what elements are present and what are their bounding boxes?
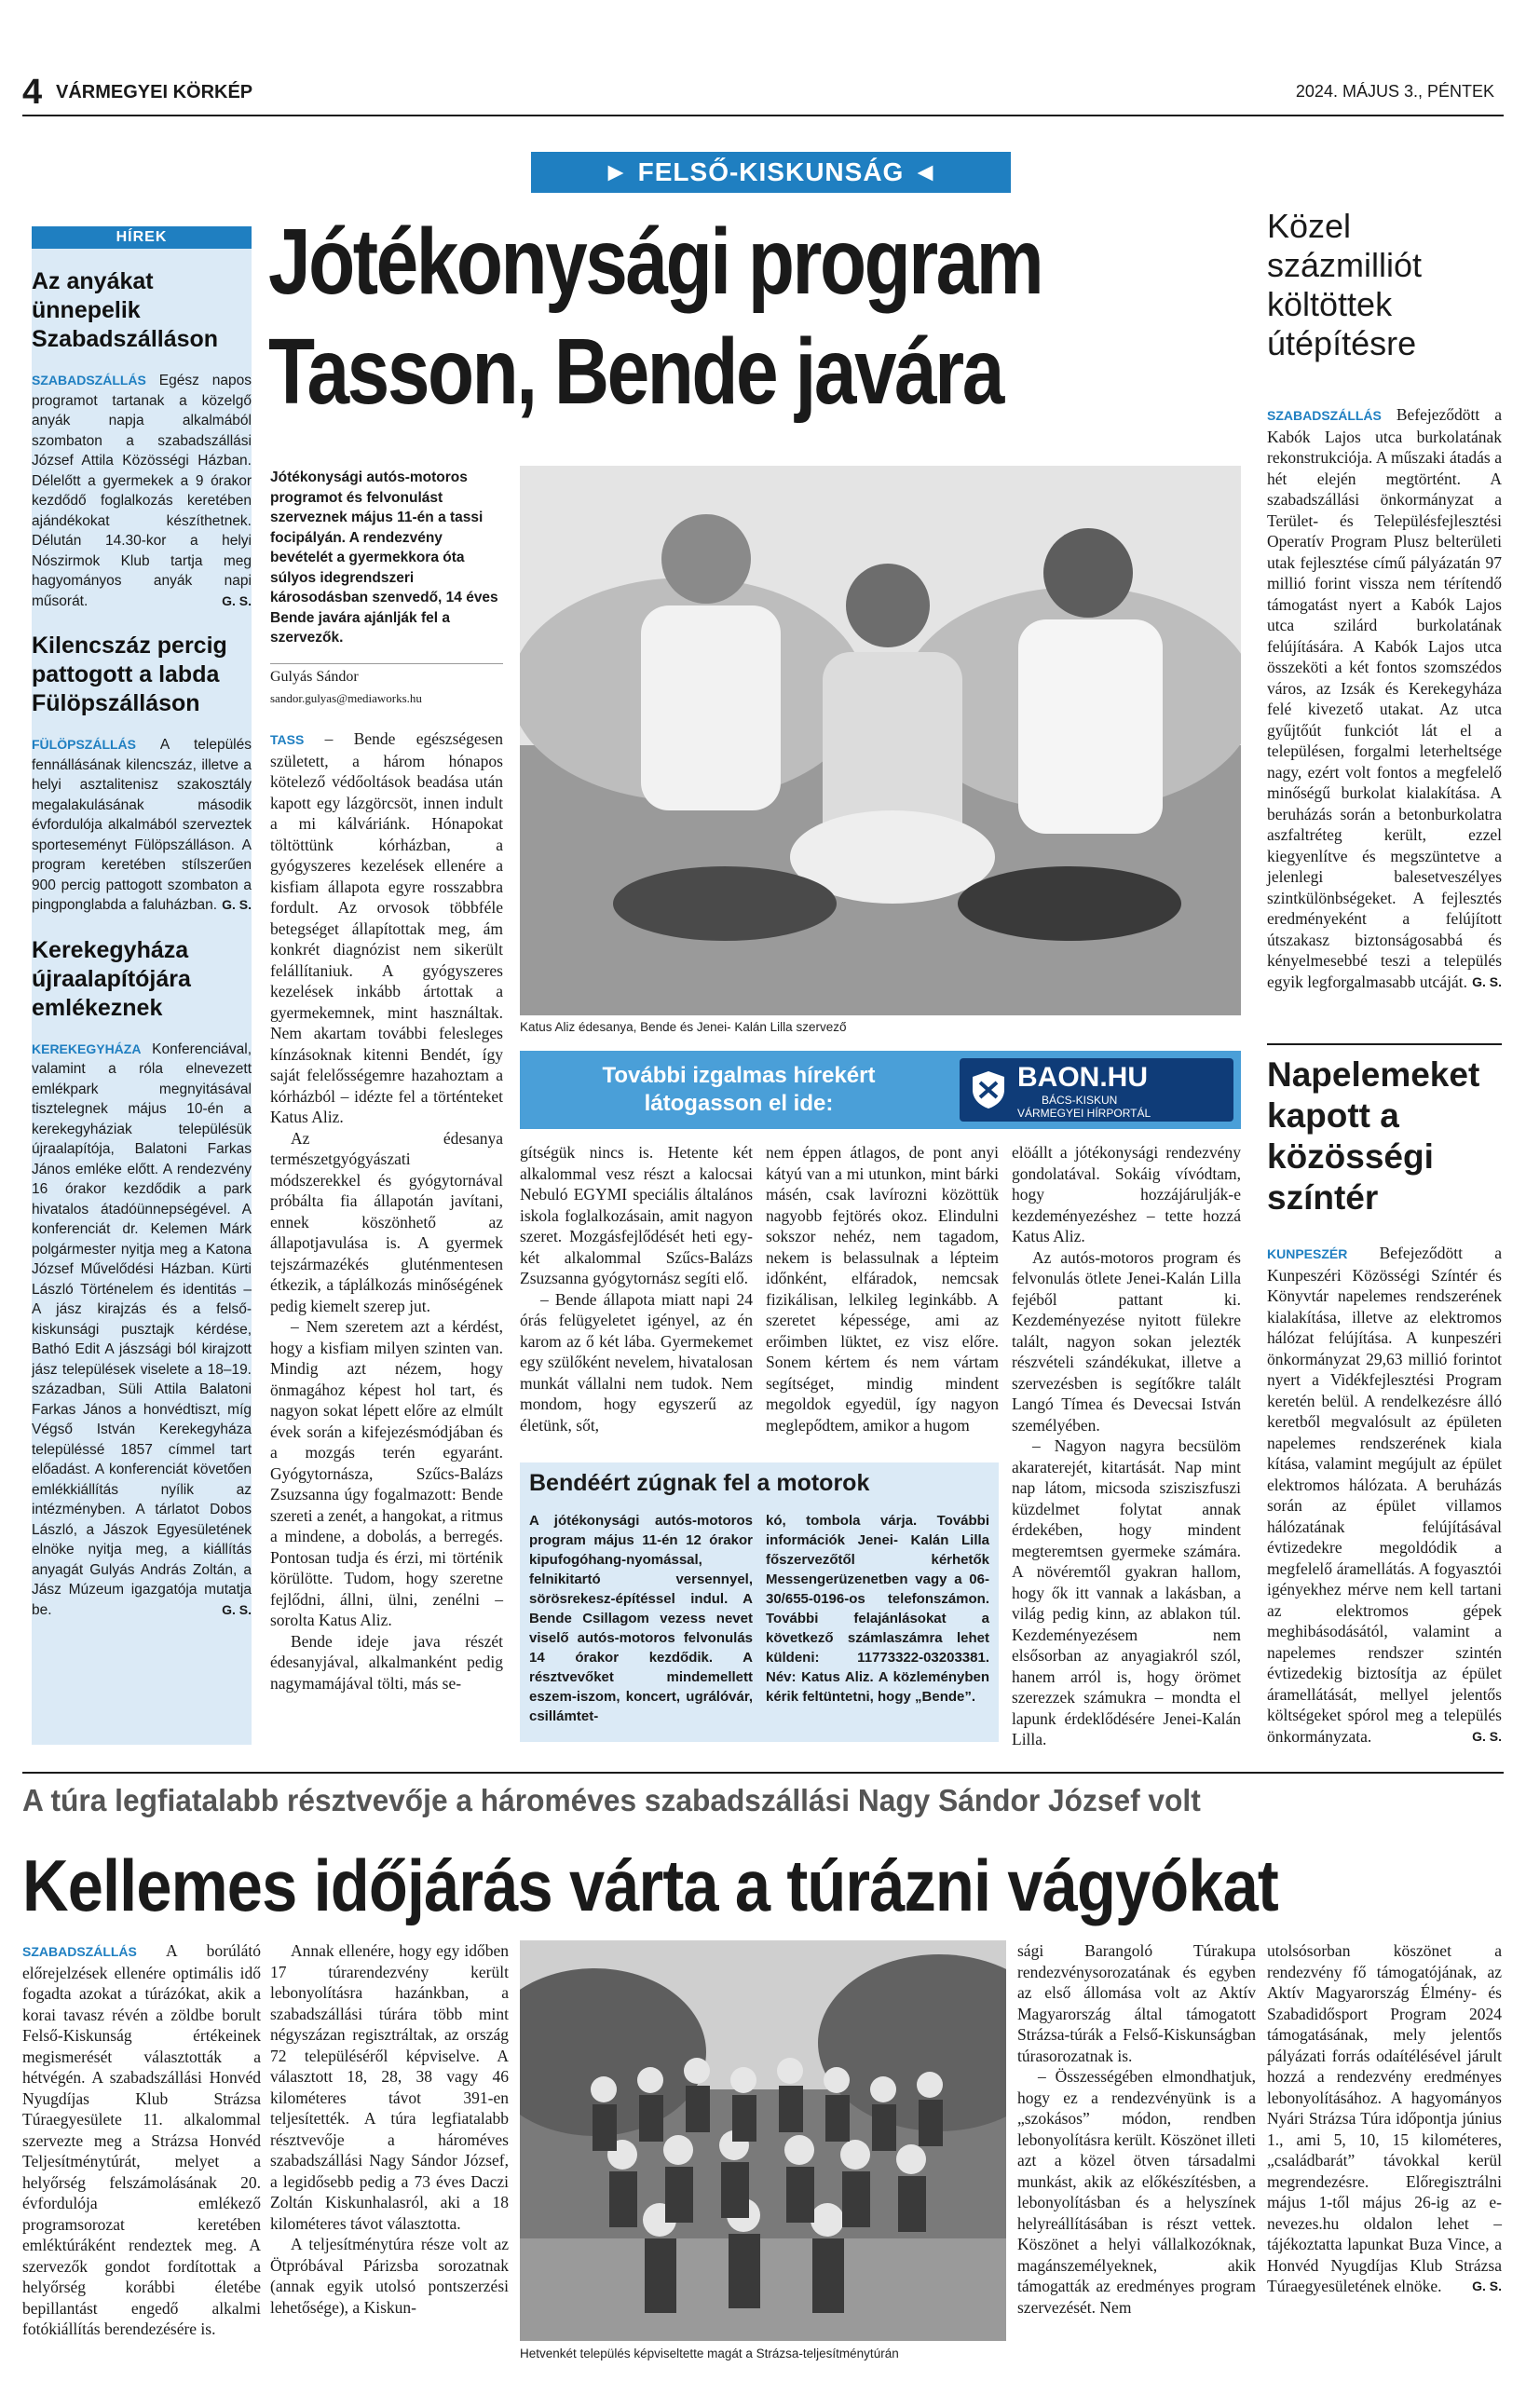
family-photo-illustration bbox=[520, 466, 1241, 1015]
right-column bbox=[1267, 207, 1502, 1762]
header-rule bbox=[22, 115, 1504, 116]
right-story2-headline: Napelemeket kapott a közösségi színtér bbox=[1267, 1055, 1480, 1217]
bottom-column-2 bbox=[270, 1940, 509, 2378]
right-story1-signature: G. S. bbox=[1472, 973, 1502, 989]
hiking-group-illustration bbox=[520, 1940, 1006, 2341]
briefs-label: HÍREK bbox=[32, 226, 252, 249]
right-story2-kicker: KUNPESZÉR bbox=[1267, 1246, 1348, 1261]
brief-1 bbox=[32, 249, 252, 611]
promo-brand-box[interactable] bbox=[960, 1058, 1233, 1122]
main-paragraph: nem éppen átlagos, de pont anyi kátyú van a mi utunkon, mint bárki másén, csak lavírozni közöttük nagyobb fejtörés okoz. Elindulni sokszor nehéz, nem tagadom, nekem is belassulnak a lépteim időnként, elfáradok, nemcsak fizikálisan, lelkileg leginkább. A szeretet képessége, ami az erőimben lüktet, ez visz előre. Sonem kértem és nem vártam segítséget, mindig mindent megoldok egyedül, így nagyon meglepődtem, amikor a hugom bbox=[766, 1143, 999, 1435]
bottom-headline: Kellemes időjárás várta a túrázni vágyókat bbox=[22, 1844, 1278, 1926]
brief-text: A település fennállásának kilencszáz, illetve a helyi asztalitenisz szakosztály megalakulásának második évfordulója alkalmából szerveztek sporteseményt Fülöpszálláson. A program keretében stílszerűen 900 percig pattogott szombaton a pingponglabda a faluházban. bbox=[32, 737, 252, 913]
brief-signature: G. S. bbox=[222, 1601, 252, 1617]
lead-rule bbox=[270, 663, 503, 664]
right-story2-signature: G. S. bbox=[1472, 1728, 1502, 1744]
right-story1-kicker: SZABADSZÁLLÁS bbox=[1267, 408, 1382, 423]
right-story2-body bbox=[1267, 1243, 1502, 1764]
promo-brand-sub2: VÁRMEGYEI HÍRPORTÁL bbox=[1017, 1107, 1151, 1120]
bottom-column-5 bbox=[1267, 1940, 1502, 2378]
promo-text bbox=[538, 1062, 939, 1118]
sidebox-column-2: kó, tombola várja. További információk Jenei- Kalán Lilla főszervezőtől kérhetők Messengerüzenetben vagy a 06-30/655-0196-os telefonszámon. További felajánlásokat a következő számlaszámra lehet küldeni: 11773322-03203381. Név: Katus Aliz. A közleményben kérik feltüntetni, hogy „Bende”. bbox=[766, 1513, 989, 1705]
bottom-subheadline: A túra legfiatalabb résztvevője a hároméves szabadszállási Nagy Sándor József volt bbox=[22, 1783, 1201, 1817]
brief-2 bbox=[32, 611, 252, 916]
main-column-2 bbox=[520, 1142, 753, 1449]
main-paragraph: gítségük nincs is. Hetente két alkalommal vesz részt a kalocsai Nebuló EGYMI speciális általános iskola foglalkozásain, amit nagyon szeret. Mozgásfejlődését heti egy-két alkalommal Szűcs-Balázs Zsuzsanna gyógytornász segíti elő. bbox=[520, 1143, 753, 1287]
shield-icon bbox=[971, 1069, 1006, 1110]
region-banner bbox=[531, 152, 1011, 193]
main-paragraph: – Bende állapota miatt napi 24 órás felügyeletet igényel, az én karom az ő két lába. Gyermekemet egy szülőként nevelem, hivatalosan munkát vállalni nem tudok. Nem mondom, hogy egyszerű az életünk, sőt, bbox=[520, 1289, 753, 1435]
bottom-paragraph: A borúlátó előrejelzések ellenére optimális idő fogadta azokat a túrázókat, akik a korai tavasz révén a zöldbe borult Felső-Kiskunság értékeinek megismerését választották a hétvégén. A szabadszállási Honvéd Nyugdíjas Klub Strázsa Túraegyesülete 11. alkalommal szervezte meg a Strázsa Honvéd Teljesítménytúrát, melyet a helyőrség felszámolásának 20. évfordulója emlékező programsorozat keretében emléktúráként rendeztek meg. A szervezők gondot fordítottak a helyőrség korábbi életébe bepillantást engedő alkalmi fotókiállítás berendezésére is. bbox=[22, 1941, 261, 2338]
sidebox-title: Bendéért zúgnak fel a motorok bbox=[529, 1470, 870, 1496]
promo-text-line1: További izgalmas hírekért bbox=[602, 1063, 876, 1088]
right-story2-text: Befejeződött a Kunpeszéri Közösségi Színtér és Könyvtár napelemes rendszerének kialakítása, illetve az elektromos hálózat felújítása. A kunpeszéri önkormányzat 29,63 millió forintot nyert a Vidékfejlesztési Program keretén belül. A rendelkezésre álló keretből megvalósult az épületen napelemes rendszerének kiala kítása, valamint megújult az épület elektromos hálózata. A beruházás során az épület villamos hálózatának felújításával évtizedekre megoldódik a megfelelő áramellátás. A fogyasztói igényekhez mérve nem kell tartani az elektromos gépek meghibásodásától, valamint a napelemes rendszer szintén évtizedekig biztosítja az épület áramellátását, mellyel jelentős költségeket spórol meg a település önkormányzata. bbox=[1267, 1244, 1502, 1746]
hiking-photo bbox=[520, 1940, 1006, 2341]
bottom-paragraph: utolsósorban köszönet a rendezvény fő támogatójának, az Aktív Magyarország Élmény- és Szabadidősport Program 2024 támogatásának, mely jelentős pályázati forrás odaítélésével járult hozzá a rendezvény eredményes lebonyolításához. A hagyományos Nyári Strázsa Túra időpontja június 1., ami 5, 10, 15 kilométeres, „családbarát” távokkal kerül megrendezésre. Előregisztrálni május 1-től május 26-ig az e-nevezes.hu oldalon lehet – tájékoztatta lapunkat Buza Vince, a Honvéd Nyugdíjas Klub Strázsa Túraegyesületének elnöke. bbox=[1267, 1941, 1502, 2295]
main-lead: Jótékonysági autós-motoros programot és felvonulást szerveznek május 11-én a tassi focipályán. A rendezvény bevételét a gyermekkora óta súlyos idegrendszeri károsodásban szenvedő, 14 éves Bende javára ajánlják fel a szervezők. bbox=[270, 469, 498, 646]
bottom-paragraph: sági Barangoló Túrakupa rendezvénysorozatának és egyben az első állomása volt az Aktív Magyarország által támogatott Strázsa-túrák a Felső-Kiskunságban túrasorozatnak is. bbox=[1017, 1941, 1256, 2065]
main-paragraph: Bende ideje java részét édesanyjával, alkalmanként pedig nagymamájával tölti, más se- bbox=[270, 1631, 503, 1693]
main-column-4 bbox=[1012, 1142, 1241, 1766]
sidebox-column-1: A jótékonysági autós-motoros program május 11-én 12 órakor kipufogóhang-nyomással, felnikitartó versennyel, sörösrekesz-építéssel indul. A Bende Csillagom vezess nevet viselő autós-motoros felvonulás 14 órakor kezdődik. A résztvevőket mindemellett eszem-iszom, koncert, ugrálóvár, csillámtet- bbox=[529, 1513, 753, 1724]
brief-body bbox=[32, 371, 252, 611]
sidebox bbox=[520, 1462, 999, 1742]
brief-signature: G. S. bbox=[222, 592, 252, 608]
brief-kicker: FÜLÖPSZÁLLÁS bbox=[32, 737, 136, 752]
main-paragraph: Az autós-motoros program és felvonulás ötlete Jenei-Kalán Lilla fejéből pattant ki. Kezdeményezése nyitott fülekre talált, nagyon sokan jelezték részvételi szándékukat, illetve a szervezésben is segítőkre talált Langó Tímea és Devecsai István személyében. bbox=[1012, 1247, 1241, 1435]
page-header bbox=[22, 75, 1504, 112]
brief-body bbox=[32, 1040, 252, 1621]
brief-kicker: SZABADSZÁLLÁS bbox=[32, 373, 146, 388]
bottom-paragraph: – Összességében elmondhatjuk, hogy ez a rendezvényünk is a „szokásos” módon, rendben lebonyolításra került. Köszönet illeti azt a közel ötven társadalmi munkást, akik az előkészítésben, a lebonyolításban és a helyszínek helyreállításában is részt vettek. Köszönet a helyi vállalkozóknak, magánszemélyeknek, akik támogatták az eredményes program szervezését. Nem bbox=[1017, 2067, 1256, 2317]
main-column-1 bbox=[270, 728, 503, 1744]
promo-brand-sub1: BÁCS-KISKUN bbox=[1042, 1094, 1118, 1107]
main-photo bbox=[520, 466, 1241, 1015]
main-paragraph: – Nagyon nagyra becsülöm akaraterejét, kitartását. Nap mint nap látom, micsoda szisziszfuszi küzdelmet folytat annak érdekében, hogy mindent megteremtsen gyermeke számára. A növéremtől gyakran hallom, hogy ők itt vannak a lakásban, a világ pedig kinn, az ablakon túl. Kezdeményezésem nem elsősorban az anyagiakról szól, hanem arról is, hogy örömet szerezzek számukra – mondta el lapunk érdeklődésére Jenei-Kalán Lilla. bbox=[1012, 1436, 1241, 1748]
author-email: sandor.gulyas@mediaworks.hu bbox=[270, 691, 422, 705]
right-divider bbox=[1267, 1043, 1502, 1045]
brief-title: Kerekegyháza újraalapítójára emlékeznek bbox=[32, 936, 191, 1021]
main-paragraph: – Bende egészségesen született, a három hónapos kötelező védőoltások beadása után kapott egy lázgörcsöt, innen indult a mi kálváriánk. Hónapokat töltöttünk kórházban, a gyógyszeres kezelések ellenére a kisfiam állapota egyre rosszabbra fordult. Az orvosok többféle betegséget állapítottak meg, ám konkrét diagnózist nem sikerült felállítaniuk. A gyógyszeres kezelések inkább ártottak a gyermekemnek, mint használtak. Nem akartam további felesleges kínzásoknak kitenni Bendét, így saját felelősségemre hazahoztam a kórházból – idézte fel a történteket Katus Aliz. bbox=[270, 729, 503, 1126]
bottom-signature: G. S. bbox=[1472, 2279, 1502, 2293]
main-headline-line1: Jótékonysági program bbox=[268, 210, 1042, 314]
main-paragraph: – Nem szeretem azt a kérdést, hogy a kisfiam milyen szinten van. Mindig azt nézem, hogy önmagához képest hol tart, és nagyon sokat lépett előre az elmúlt évek során a kifejezésmódjában és a mozgás terén egyaránt. Gyógytornásza, Szűcs-Balázs Zsuzsanna úgy fogalmazott: Bende szereti a zenét, a hangokat, a ritmus a mindene, a dobolás, a berregés. Pontosan tudja és érzi, mi történik körülötte. Tudom, hogy szeretne fejlődni, állni, ülni, zenélni – sorolta Katus Aliz. bbox=[270, 1317, 503, 1629]
bottom-kicker: SZABADSZÁLLÁS bbox=[22, 1944, 137, 1959]
main-headline-line2: Tasson, Bende javára bbox=[268, 320, 1002, 424]
page-number: 4 bbox=[22, 73, 43, 112]
main-paragraph: elöállt a jótékonysági rendezvény gondolatával. Sokáig vívódtam, hogy hozzájárulják-e kezdeményezéshez – tette hozzá Katus Aliz. bbox=[1012, 1143, 1241, 1245]
brief-text: Konferenciával, valamint a róla elnevezett emlékpark megnyitásával tisztelegnek május 10-én a kerekegyháziak településük újraalapítója, Balatoni Farkas János emléke előtt. A rendezvény 16 órakor kezdődik a park hivatalos átadóünnepségével. A konferenciát dr. Kelemen Márk polgármester nyitja meg a Katona József Művelődési Házban. Kürti László Történelem és identitás – A jász kirajzás és a felső-kiskunsági pusztajk kérdése, Bathó Edit A jászsági ból kirajzott jász települések viselete a 18–19. században, Süli Attila Balatoni Farkas János a honvédtiszt, míg Végső István Kerekegyháza településsé 1857 címmel tart előadást. A konferenciát követően emlékkiállítás nyílik az intézményben. A tárlatot Dobos László, a Jászok Egyesületének elnöke nyitja meg, a kiállítás anyagát Gulyás András Zoltán, a Jász Múzeum igazgatója mutatja be. bbox=[32, 1041, 252, 1618]
brief-body bbox=[32, 735, 252, 916]
brief-signature: G. S. bbox=[222, 897, 252, 912]
section-title: VÁRMEGYEI KÖRKÉP bbox=[56, 82, 253, 102]
brief-title: Kilencszáz percig pattogott a labda Fülöpszálláson bbox=[32, 633, 227, 716]
main-photo-caption: Katus Aliz édesanya, Bende és Jenei- Kalán Lilla szervező bbox=[520, 1020, 847, 1034]
author-name: Gulyás Sándor bbox=[270, 669, 359, 685]
promo-text-line2: látogasson el ide: bbox=[644, 1091, 834, 1116]
region-banner-label: ► FELSŐ-KISKUNSÁG ◄ bbox=[603, 157, 939, 186]
right-story1-headline: Közel százmilliót költöttek útépítésre bbox=[1267, 207, 1423, 362]
bottom-column-4 bbox=[1017, 1940, 1256, 2378]
main-paragraph: Az édesanya természetgyógyászati módszerekkel és gyógytornával próbálta fia állapotán javítani, ennek köszönhető az állapotjavulása is. A gyermek tejszármazékés gluténmentesen étkezik, a táplálkozás minőségének pedig kiemelt szerep jut. bbox=[270, 1128, 503, 1315]
brief-text: Egész napos programot tartanak a közelgő anyák napja alkalmából szombaton a szabadszállási József Attila Közösségi Házban. Délelőtt a gyermekek a 9 órakor kezdődő foglalkozás keretében ajándékokat készíthetnek. Délután 14.30-kor a helyi Nószirmok Klub tartja meg hagyományos anyák napi műsorát. bbox=[32, 373, 252, 609]
main-column-3 bbox=[766, 1142, 999, 1449]
promo-brand: BAON.HU bbox=[1017, 1062, 1148, 1093]
bottom-paragraph: A teljesítménytúra része volt az Ötpróbával Párizsba sorozatnak (annak egyik utolsó pontszerzési lehetősége), a Kiskun- bbox=[270, 2235, 509, 2317]
brief-3 bbox=[32, 916, 252, 1621]
briefs-column bbox=[32, 226, 252, 1745]
brief-title: Az anyákat ünnepelik Szabadszálláson bbox=[32, 268, 219, 352]
right-story1-text: Befejeződött a Kabók Lajos utca burkolatának rekonstrukciója. A műszaki átadás a hét elején megtörtént. A szabadszállási önkormányzat a Terület- és Településfejlesztési Operatív Program Plusz belterületi utak fejlesztése című pályázatán 97 millió forint vissza nem térítendő támogatást nyert a Kabók Lajos utca szilárd burkolatának felújítására. A Kabók Lajos utca összeköti a két fontos szomszédos város, az Izsák és Kerekegyháza felé kivezető utakat. Az utca gyűjtőút funkciót lát el a településen, forgalmi leterheltsége nagy, ezért volt fontos a megfelelő minőségű burkolat kialakítása. A beruházás során a betonburkolatra aszfaltréteg került, ezzel kiegyenlítve és megszüntetve a jelenlegi balesetveszélyes szintkülönbségeket. A fejlesztés eredményeként a felújított útszakasz biztonságosabbá és kényelmesebbé teszi a település egyik legforgalmasabb utcáját. bbox=[1267, 405, 1502, 991]
bottom-column-1 bbox=[22, 1940, 261, 2378]
hiking-photo-caption: Hetvenkét település képviseltette magát a Strázsa-teljesítménytúrán bbox=[520, 2347, 899, 2360]
main-headline bbox=[268, 207, 1063, 427]
bottom-rule bbox=[22, 1772, 1504, 1774]
issue-date: 2024. MÁJUS 3., PÉNTEK bbox=[1295, 82, 1494, 101]
bottom-paragraph: Annak ellenére, hogy egy időben 17 túrarendezvény került lebonyolításra hazánkban, a szabadszállási túrára több mint négyszázan regisztráltak, az ország 72 településéről képviselve. A választott 18, 28, 38 vagy 46 kilométeres távot 391-en teljesítették. A túra legfiatalabb résztvevője a hároméves szabadszállási Nagy Sándor József, a legidősebb pedig a 73 éves Daczi Zoltán Kiskunhalasról, aki a 18 kilométeres távot választotta. bbox=[270, 1941, 509, 2233]
brief-kicker: KEREKEGYHÁZA bbox=[32, 1041, 142, 1056]
baon-promo[interactable] bbox=[520, 1051, 1241, 1129]
main-kicker: TASS bbox=[270, 732, 305, 747]
